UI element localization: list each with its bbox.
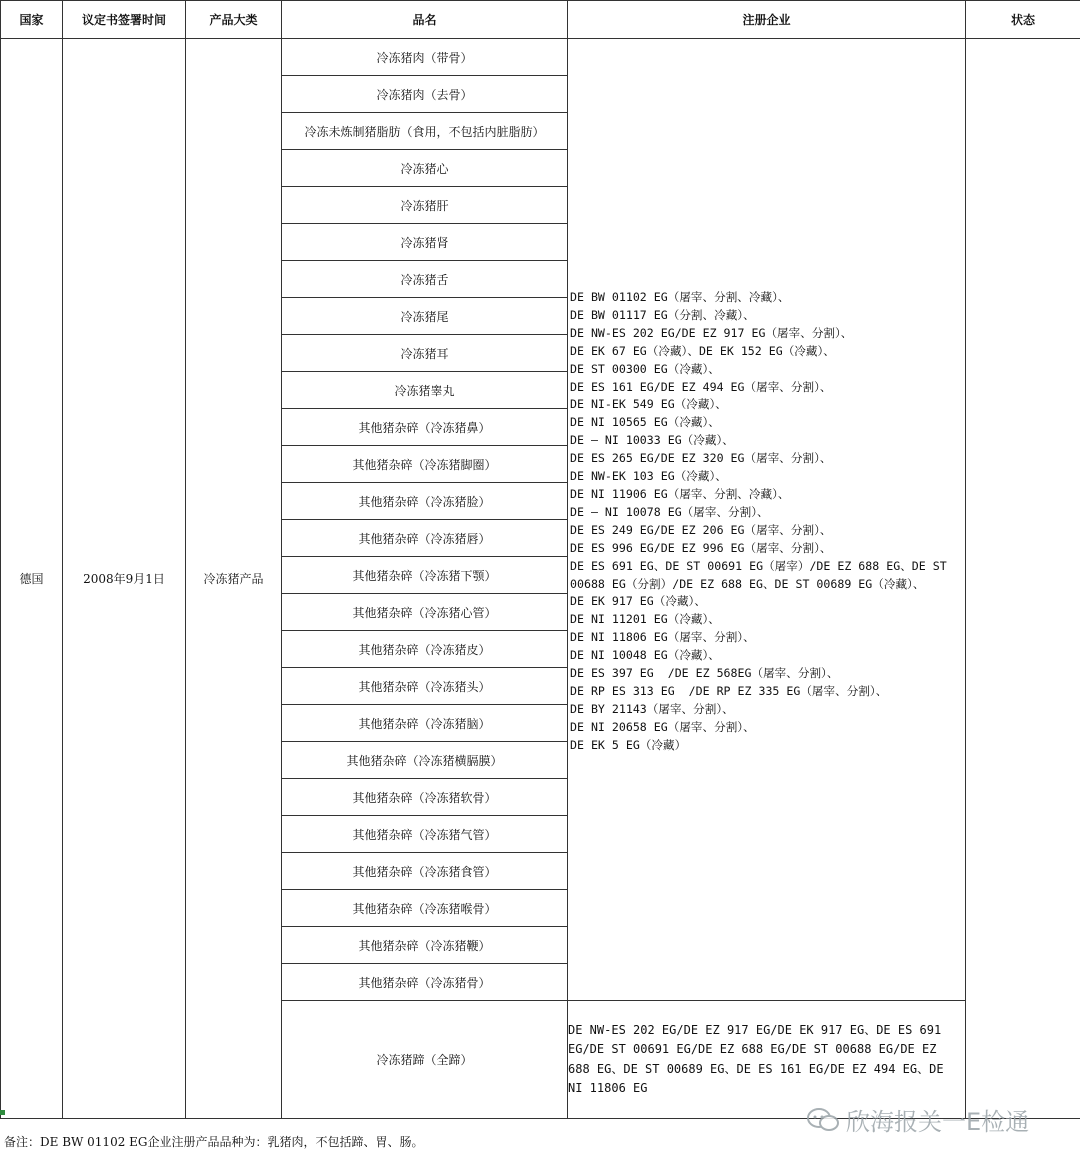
- product-name-cell: 其他猪杂碎（冷冻猪心管）: [282, 594, 568, 631]
- header-enterprise: 注册企业: [568, 1, 966, 39]
- enterprise-entry: DE ES 691 EG、DE ST 00691 EG（屠宰）/DE EZ 688 EG、DE ST 00688 EG（分割）/DE EZ 688 EG、DE ST 00689 EG（冷藏）、: [570, 558, 954, 591]
- watermark: [806, 1102, 1029, 1137]
- product-name-cell: 冷冻猪舌: [282, 261, 568, 298]
- product-name-cell: 其他猪杂碎（冷冻猪喉骨）: [282, 890, 568, 927]
- product-name-cell: 冷冻猪心: [282, 150, 568, 187]
- header-category: 产品大类: [186, 1, 282, 39]
- product-name-cell: 其他猪杂碎（冷冻猪鞭）: [282, 927, 568, 964]
- product-name-cell: 其他猪杂碎（冷冻猪骨）: [282, 964, 568, 1001]
- header-country: 国家: [1, 1, 63, 39]
- enterprise-cell: [568, 39, 966, 1001]
- product-name-cell: 其他猪杂碎（冷冻猪唇）: [282, 520, 568, 557]
- enterprise-entry: DE NW-ES 202 EG/DE EZ 917 EG（屠宰、分割）、: [570, 325, 853, 340]
- footnote: 备注：DE BW 01102 EG企业注册产品品种为：乳猪肉，不包括蹄、胃、肠。: [4, 1135, 424, 1149]
- enterprise-list: [570, 289, 966, 755]
- product-name-cell: 其他猪杂碎（冷冻猪头）: [282, 668, 568, 705]
- product-name-cell: 其他猪杂碎（冷冻猪气管）: [282, 816, 568, 853]
- product-name-cell: 冷冻猪肾: [282, 224, 568, 261]
- enterprise-cell-trotter: DE NW-ES 202 EG/DE EZ 917 EG/DE EK 917 EG、DE ES 691 EG/DE ST 00691 EG/DE EZ 688 EG/DE ST 00688 EG/DE EZ 688 EG、DE ST 00689 EG、DE ES 161 EG/DE EZ 494 EG、DE NI 11806 EG: [568, 1001, 966, 1119]
- category-cell: 冷冻猪产品: [186, 39, 282, 1119]
- product-name-cell: 其他猪杂碎（冷冻猪食管）: [282, 853, 568, 890]
- product-name-cell: 其他猪杂碎（冷冻猪皮）: [282, 631, 568, 668]
- product-name-cell: 冷冻猪睾丸: [282, 372, 568, 409]
- status-cell: [966, 39, 1080, 1119]
- product-name-cell: 其他猪杂碎（冷冻猪脸）: [282, 483, 568, 520]
- enterprise-entry: DE ES 249 EG/DE EZ 206 EG（屠宰、分割）、: [570, 522, 832, 537]
- product-name-cell: 冷冻猪肉（去骨）: [282, 76, 568, 113]
- enterprise-entry: DE NI 10565 EG（冷藏）、: [570, 415, 720, 430]
- enterprise-entry: DE NI 10048 EG（冷藏）、: [570, 648, 720, 663]
- chat-bubbles-icon: [806, 1107, 840, 1133]
- enterprise-entry: DE ES 397 EG /DE EZ 568EG（屠宰、分割）、: [570, 666, 839, 681]
- enterprise-entry: DE ES 996 EG/DE EZ 996 EG（屠宰、分割）、: [570, 540, 832, 555]
- corner-mark: [0, 1110, 5, 1115]
- enterprise-entry: DE NW-EK 103 EG（冷藏）、: [570, 469, 727, 484]
- enterprise-entry: DE EK 917 EG（冷藏）、: [570, 594, 706, 609]
- product-name-cell: 冷冻猪尾: [282, 298, 568, 335]
- enterprise-entry: DE NI-EK 549 EG（冷藏）、: [570, 397, 727, 412]
- product-name-cell: 其他猪杂碎（冷冻猪软骨）: [282, 779, 568, 816]
- enterprise-entry: DE BW 01117 EG（分割、冷藏）、: [570, 307, 755, 322]
- product-name-cell: 冷冻未炼制猪脂肪（食用，不包括内脏脂肪）: [282, 113, 568, 150]
- product-name-cell: 其他猪杂碎（冷冻猪鼻）: [282, 409, 568, 446]
- enterprise-entry: DE RP ES 313 EG /DE RP EZ 335 EG（屠宰、分割）、: [570, 683, 888, 698]
- enterprise-entry: DE NI 11906 EG（屠宰、分割、冷藏）、: [570, 486, 790, 501]
- product-name-cell: 其他猪杂碎（冷冻猪下颚）: [282, 557, 568, 594]
- watermark-text: 欣海报关一E检通: [846, 1108, 1030, 1136]
- header-status: 状态: [966, 1, 1080, 39]
- product-name-cell: 其他猪杂碎（冷冻猪脚圈）: [282, 446, 568, 483]
- country-cell: 德国: [1, 39, 63, 1119]
- enterprise-entry: DE – NI 10033 EG（冷藏）、: [570, 433, 734, 448]
- product-name-cell: 其他猪杂碎（冷冻猪脑）: [282, 705, 568, 742]
- enterprise-entry: DE ST 00300 EG（冷藏）、: [570, 361, 720, 376]
- enterprise-entry: DE ES 265 EG/DE EZ 320 EG（屠宰、分割）、: [570, 451, 832, 466]
- product-name-cell: 冷冻猪肉（带骨）: [282, 39, 568, 76]
- enterprise-entry: DE – NI 10078 EG（屠宰、分割）、: [570, 504, 769, 519]
- product-name-cell: 冷冻猪耳: [282, 335, 568, 372]
- enterprise-entry: DE NI 11201 EG（冷藏）、: [570, 612, 720, 627]
- header-row: [1, 1, 1080, 39]
- enterprise-entry: DE EK 67 EG（冷藏）、DE EK 152 EG（冷藏）、: [570, 343, 835, 358]
- header-sign-date: 议定书签署时间: [63, 1, 186, 39]
- header-product-name: 品名: [282, 1, 568, 39]
- product-name-cell: 其他猪杂碎（冷冻猪横膈膜）: [282, 742, 568, 779]
- enterprise-entry: DE NI 11806 EG（屠宰、分割）、: [570, 630, 755, 645]
- enterprise-entry: DE BW 01102 EG（屠宰、分割、冷藏）、: [570, 290, 790, 304]
- product-name-cell: 冷冻猪蹄（全蹄）: [282, 1001, 568, 1119]
- enterprise-entry: DE NI 20658 EG（屠宰、分割）、: [570, 719, 755, 734]
- enterprise-entry: DE BY 21143（屠宰、分割）、: [570, 701, 734, 716]
- enterprise-entry: DE ES 161 EG/DE EZ 494 EG（屠宰、分割）、: [570, 379, 832, 394]
- enterprise-entry: DE EK 5 EG（冷藏）: [570, 737, 687, 752]
- sign-date-cell: 2008年9月1日: [63, 39, 186, 1119]
- product-name-cell: 冷冻猪肝: [282, 187, 568, 224]
- table-row: [1, 39, 1080, 76]
